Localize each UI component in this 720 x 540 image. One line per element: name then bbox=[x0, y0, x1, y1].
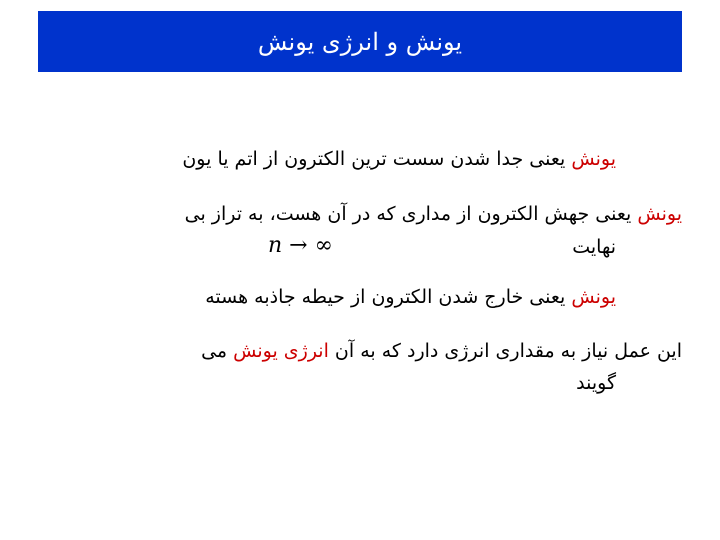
line-4-text-before: این عمل نیاز به مقداری انرژی دارد که به آن bbox=[328, 340, 682, 362]
line-3-highlight: یونش bbox=[571, 286, 616, 308]
line-1 bbox=[182, 148, 616, 170]
line-2-continuation-text: نهایت bbox=[572, 236, 616, 258]
line-3-text: یعنی خارج شدن الکترون از حیطه جاذبه هسته bbox=[205, 286, 572, 308]
line-4 bbox=[201, 340, 682, 362]
formula-n-to-infinity bbox=[268, 233, 333, 258]
line-2-text: یعنی جهش الکترون از مداری که در آن هست، به تراز بی bbox=[184, 203, 638, 225]
line-1-highlight: یونش bbox=[571, 148, 616, 170]
formula-variable: n bbox=[268, 233, 283, 258]
line-3 bbox=[205, 286, 616, 308]
line-2-continuation bbox=[572, 236, 616, 258]
line-4-text-after: می bbox=[201, 340, 234, 362]
formula-arrow: → bbox=[289, 233, 308, 258]
page-title: یونش و انرژی یونش bbox=[257, 27, 463, 56]
title-bar bbox=[38, 11, 682, 72]
line-1-text: یعنی جدا شدن سست ترین الکترون از اتم یا یون bbox=[182, 148, 572, 170]
line-2-highlight: یونش bbox=[637, 203, 682, 225]
formula-infinity: ∞ bbox=[314, 233, 333, 258]
line-2 bbox=[185, 203, 682, 225]
line-4-continuation-text: گویند bbox=[576, 372, 616, 394]
line-4-continuation bbox=[576, 372, 616, 394]
line-4-highlight: انرژی یونش bbox=[233, 340, 329, 362]
